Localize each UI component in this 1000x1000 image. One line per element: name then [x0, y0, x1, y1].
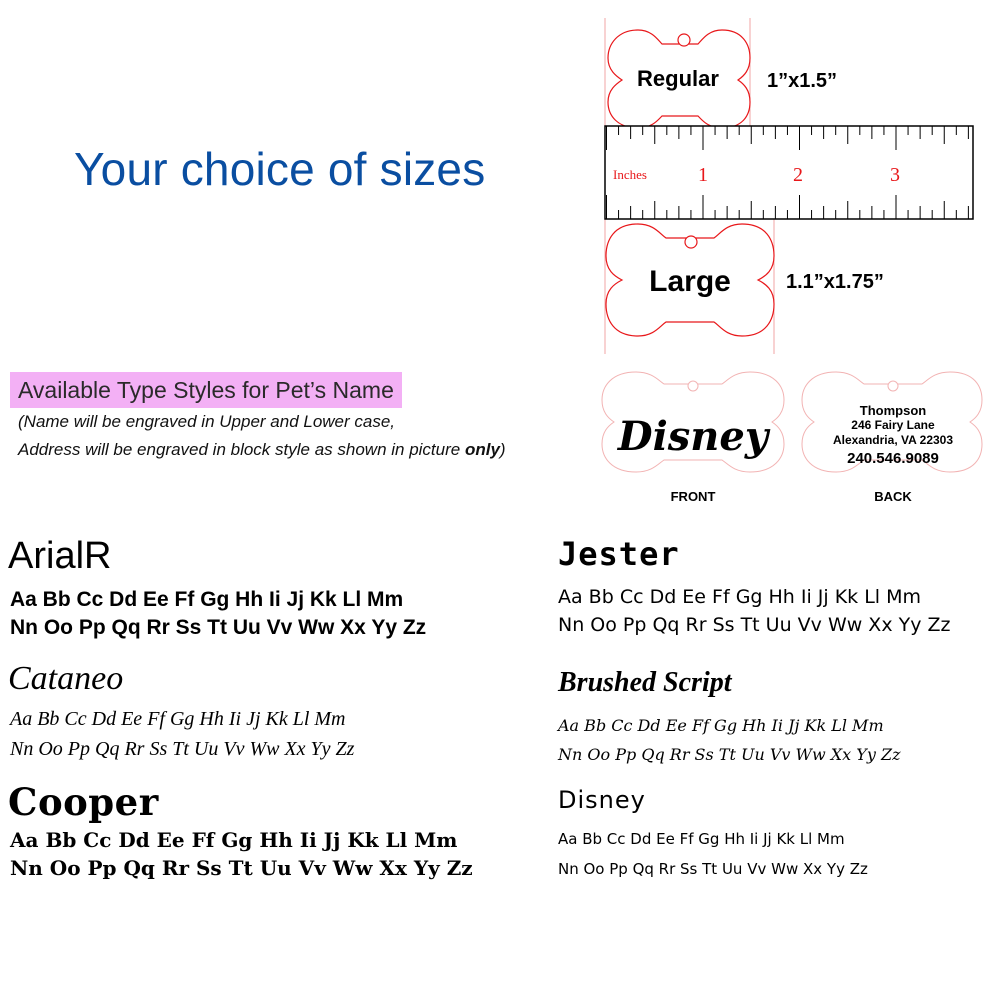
inch-ruler — [605, 126, 973, 219]
front-tag-hole — [688, 381, 698, 391]
regular-tag-hole — [678, 34, 690, 46]
ruler-number-2: 2 — [793, 164, 803, 186]
font-sample-brushed-script-line-2: Nn Oo Pp Qq Rr Ss Tt Uu Vv Ww Xx Yy Zz — [558, 745, 901, 764]
ruler-number-3: 3 — [890, 164, 900, 186]
type-styles-heading: Available Type Styles for Pet’s Name — [10, 372, 402, 408]
regular-bone-tag — [608, 30, 750, 128]
back-line-name: Thompson — [859, 403, 927, 418]
font-name-arialr: ArialR — [8, 535, 112, 577]
engraving-note-line-1: (Name will be engraved in Upper and Lower case, — [18, 412, 396, 431]
font-sample-jester-line-2: Nn Oo Pp Qq Rr Ss Tt Uu Vv Ww Xx Yy Zz — [558, 614, 951, 636]
font-sample-cataneo-line-1: Aa Bb Cc Dd Ee Ff Gg Hh Ii Jj Kk Ll Mm — [10, 708, 346, 730]
regular-dimensions: 1”x1.5” — [767, 70, 838, 92]
font-name-disney: Disney — [558, 786, 646, 814]
font-sample-brushed-script-line-1: Aa Bb Cc Dd Ee Ff Gg Hh Ii Jj Kk Ll Mm — [558, 716, 884, 735]
back-line-phone: 240.546.9089 — [847, 450, 939, 467]
font-sample-disney-line-2: Nn Oo Pp Qq Rr Ss Tt Uu Vv Ww Xx Yy Zz — [558, 860, 868, 878]
back-tag-hole — [888, 381, 898, 391]
size-comparison-graphic — [600, 18, 1000, 358]
font-sample-cooper-line-2: Nn Oo Pp Qq Rr Ss Tt Uu Vv Ww Xx Yy Zz — [10, 856, 473, 880]
regular-size-label: Regular — [637, 66, 719, 91]
page-headline: Your choice of sizes — [74, 143, 486, 195]
font-name-jester: Jester — [558, 535, 680, 573]
back-line-street: 246 Fairy Lane — [851, 418, 935, 432]
engraving-note-emphasis: only — [464, 440, 500, 459]
font-name-cooper: Cooper — [8, 780, 159, 824]
front-caption: FRONT — [670, 489, 716, 504]
ruler-number-1: 1 — [698, 164, 708, 186]
ruler-body — [605, 126, 973, 219]
back-caption: BACK — [874, 489, 912, 504]
font-sample-arialr-line-2: Nn Oo Pp Qq Rr Ss Tt Uu Vv Ww Xx Yy Zz — [10, 616, 427, 639]
large-dimensions: 1.1”x1.75” — [786, 271, 884, 293]
tag-preview-graphic — [596, 366, 986, 510]
font-name-brushed-script: Brushed Script — [558, 667, 732, 698]
font-sample-disney-line-1: Aa Bb Cc Dd Ee Ff Gg Hh Ii Jj Kk Ll Mm — [558, 830, 845, 848]
font-sample-cooper-line-1: Aa Bb Cc Dd Ee Ff Gg Hh Ii Jj Kk Ll Mm — [10, 828, 458, 852]
front-tag-name: Disney — [617, 413, 769, 460]
large-bone-tag — [606, 224, 774, 336]
large-size-label: Large — [649, 265, 731, 298]
back-tag — [802, 372, 982, 504]
large-tag-hole — [685, 236, 697, 248]
engraving-note-line-2 — [18, 440, 506, 460]
front-tag — [602, 372, 784, 504]
engraving-note-text: Address will be engraved in block style as shown in picture — [18, 440, 465, 459]
font-name-cataneo: Cataneo — [8, 660, 124, 697]
ruler-unit-label: Inches — [613, 167, 647, 182]
font-sample-arialr-line-1: Aa Bb Cc Dd Ee Ff Gg Hh Ii Jj Kk Ll Mm — [10, 588, 404, 611]
font-sample-cataneo-line-2: Nn Oo Pp Qq Rr Ss Tt Uu Vv Ww Xx Yy Zz — [10, 738, 355, 760]
font-sample-jester-line-1: Aa Bb Cc Dd Ee Ff Gg Hh Ii Jj Kk Ll Mm — [558, 586, 922, 608]
back-line-city: Alexandria, VA 22303 — [832, 433, 954, 447]
engraving-note-close: ) — [499, 440, 506, 459]
